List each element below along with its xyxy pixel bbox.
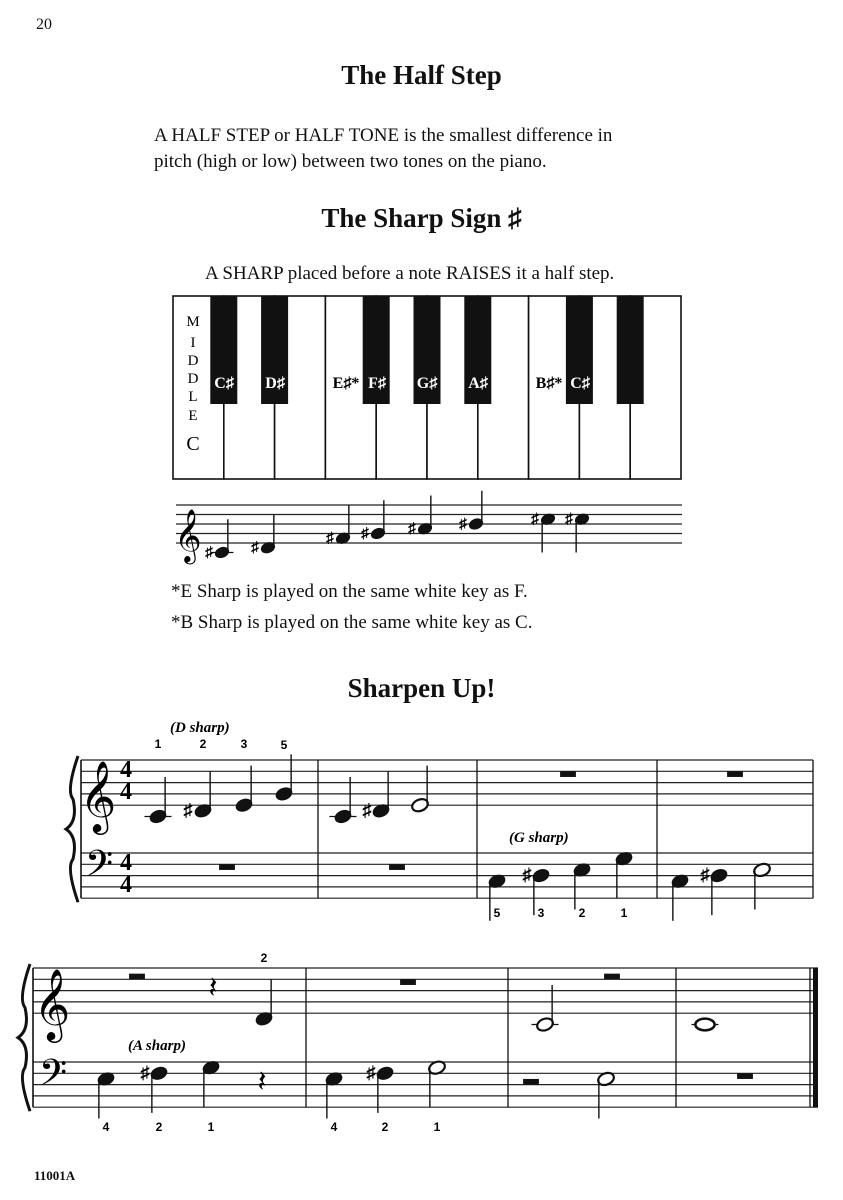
grand-staff-line1: [66, 754, 813, 920]
whole-rest: [400, 979, 416, 985]
middle-c-letter: D: [187, 371, 199, 387]
d-sharp-annotation: (D sharp): [170, 720, 230, 736]
sharps-staff: [174, 491, 682, 564]
final-barline: [813, 968, 818, 1107]
fingering-number: 1: [620, 906, 628, 920]
fingering-number: 5: [280, 738, 288, 752]
black-key: [617, 296, 644, 404]
fingering-number: 1: [154, 737, 162, 751]
fingering-number: 2: [199, 737, 207, 751]
sharp-intro: A SHARP placed before a note RAISES it a half step.: [205, 263, 615, 284]
sharp-sign: ♯: [362, 799, 372, 820]
page-number: 20: [36, 16, 52, 33]
brace: [66, 756, 78, 902]
fingering-number: 3: [240, 737, 248, 751]
bass-clef: 𝄢: [38, 1053, 68, 1102]
sharp-sign: ♯: [459, 515, 467, 533]
sharp-sign: ♯: [531, 510, 539, 528]
sharp-sign: ♯: [140, 1062, 150, 1083]
whole-rest: [727, 771, 743, 777]
black-key-label: A♯: [468, 375, 488, 392]
fingering-number: 4: [102, 1120, 110, 1134]
black-key-label: D♯: [265, 375, 285, 392]
fingering-number: 2: [260, 951, 268, 965]
sharp-sign: ♯: [366, 1062, 376, 1083]
middle-c-letter: E: [188, 408, 198, 424]
treble-clef: 𝄞: [174, 510, 202, 561]
sharp-sign: ♯: [700, 864, 710, 885]
treble-clef: 𝄞: [79, 763, 117, 832]
quarter-rest: 𝄽: [208, 972, 218, 1005]
fingering-number: 1: [433, 1120, 441, 1134]
a-sharp-annotation: (A sharp): [128, 1038, 186, 1054]
black-key-label: C♯: [214, 375, 234, 392]
sharp-sign: ♯: [408, 520, 416, 538]
half-step-title: The Half Step: [341, 60, 502, 90]
catalog-code: 11001A: [34, 1168, 76, 1183]
bass-clef: 𝄢: [84, 844, 114, 893]
quarter-rest: 𝄽: [257, 1066, 267, 1099]
time-sig-bass-bottom: 4: [120, 872, 132, 898]
g-sharp-annotation: (G sharp): [509, 830, 569, 846]
half-rest: [604, 974, 620, 980]
footnote-e-sharp: *E Sharp is played on the same white key as F.: [171, 581, 528, 602]
fingering-number: 1: [207, 1120, 215, 1134]
middle-c-letter: L: [188, 389, 198, 405]
white-key-label: B♯*: [535, 375, 563, 392]
fingering-number: 2: [578, 906, 586, 920]
brace: [18, 964, 30, 1111]
sharp-sign: ♯: [361, 524, 369, 542]
middle-c-letter: D: [187, 353, 199, 369]
treble-clef: 𝄞: [33, 971, 71, 1040]
time-sig-treble-bottom: 4: [120, 779, 132, 805]
fingering-number: 4: [330, 1120, 338, 1134]
whole-rest: [219, 864, 235, 870]
sharp-sign: ♯: [251, 539, 259, 557]
whole-rest: [737, 1073, 753, 1079]
sharp-sign: ♯: [565, 510, 573, 528]
middle-c-letter: I: [190, 335, 196, 351]
black-key-label: C♯: [570, 375, 590, 392]
sharp-sign: ♯: [522, 864, 532, 885]
time-sig-treble-top: 4: [120, 757, 132, 783]
half-rest: [129, 974, 145, 980]
sharp-sign-title: The Sharp Sign ♯: [321, 203, 522, 233]
whole-note: [695, 1019, 714, 1031]
fingering-number: 5: [493, 906, 501, 920]
middle-c-letter: C: [186, 433, 200, 455]
time-sig-bass-top: 4: [120, 850, 132, 876]
half-step-text-line2: pitch (high or low) between two tones on the piano.: [154, 151, 547, 172]
half-step-text-line1: A HALF STEP or HALF TONE is the smallest difference in: [154, 125, 613, 146]
fingering-number: 2: [155, 1120, 163, 1134]
fingering-number: 3: [537, 906, 545, 920]
white-key-label: E♯*: [332, 375, 360, 392]
whole-rest: [560, 771, 576, 777]
whole-rest: [389, 864, 405, 870]
black-key-label: F♯: [368, 375, 386, 392]
black-key-label: G♯: [416, 375, 438, 392]
footnote-b-sharp: *B Sharp is played on the same white key as C.: [171, 612, 533, 633]
middle-c-letter: M: [186, 314, 200, 330]
half-rest: [523, 1079, 539, 1085]
sharpen-up-title: Sharpen Up!: [347, 673, 496, 703]
sharp-sign: ♯: [183, 799, 193, 820]
sharp-sign: ♯: [205, 543, 213, 561]
fingering-number: 2: [381, 1120, 389, 1134]
sharp-sign: ♯: [326, 529, 334, 547]
